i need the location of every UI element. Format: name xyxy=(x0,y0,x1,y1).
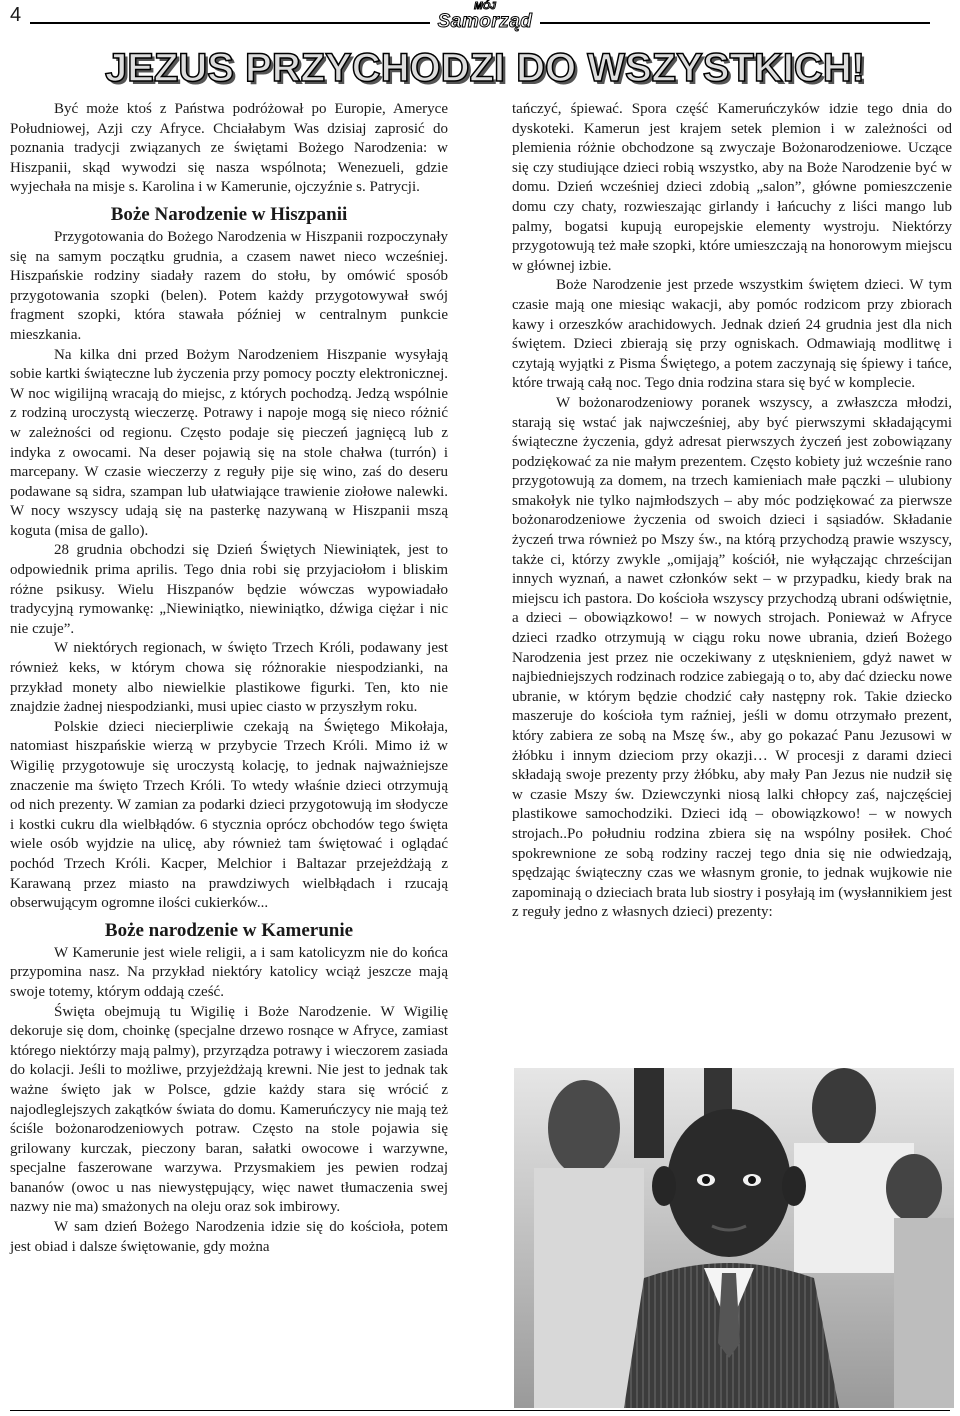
cameroon-paragraph-5: Boże Narodzenie jest przede wszystkim świętem dzieci. W tym czasie mają one miesiąc wakacji, aby pomóc rodzicom przy zbiorach kawy i orzeszków arachidowych. Jednak dzień 24 grudnia jest dla nich świętem. Dzieci zbierają się przy ogniskach. Odmawiają modlitwę i czytają wyjątki z Pisma Świętego, a potem zaczynają się śpiewy i tańce, które trwają całą noc. Tego dnia rodzina stara się być w komplecie. xyxy=(512,277,952,392)
spain-paragraph-1: Przygotowania do Bożego Narodzenia w Hiszpanii rozpoczynały się na samym początku grudnia, a czasem nawet nieco wcześniej. Hiszpańskie rodziny siadały razem do stołu, by omówić sposób przygotowania szopki (belen). Potem każdy przygotowywał swój fragment szopki, która stawała później w centralnym punkcie mieszkania. xyxy=(10,228,448,343)
spain-paragraph-5: Polskie dzieci niecierpliwie czekają na Świętego Mikołaja, natomiast hiszpańskie wierzą w przybycie Trzech Króli. Mimo iż w Wigilię przygotowuje się uroczystą kolację, to jednak najważniejsze znaczenie ma święto Trzech Króli. To wtedy właśnie dzieci otrzymują od nich prezenty. W zamian za podarki dzieci przygotowują im słodycze i kostki cukru dla wielbłądów. 6 stycznia oprócz obchodów tego święta wiele osób wyjdzie na ulicę, aby również tam świętować i oglądać pochód Trzech Króli. Kacper, Melchior i Baltazar przejeżdżają z Karawaną przez miasto na prawdziwych wielbłądach i rzucają obserwującym ogromne ilości cukierków... xyxy=(10,718,448,912)
article-headline: JEZUS PRZYCHODZI DO WSZYSTKICH! xyxy=(104,46,866,90)
photo-children-in-church xyxy=(514,1068,954,1408)
cameroon-paragraph-6: W bożonarodzeniowy poranek wszyscy, a zwłaszcza młodzi, starają się wstać jak najwcześniej, aby być pierwszymi składającymi świąteczne życzenia, gdyż adresat pierwszych życzeń jest zobowiązany podziękować za nie małym prezentem. Często kobiety już wcześnie rano przygotowują za domem, na trzech kamieniach małe pączki – ulubiony smakołyk nie tylko najmłodszych – aby móc podziękować za pierwsze bożonarodzeniowe życzenia od swoich dzieci i sąsiadów. Składanie życzeń trwa również po Mszy św., na którą przychodzą prawie wszyscy, także ci, którzy zwykle „omijają” kościół, nie wyłączając chrześcijan innych wyznań, a nawet członków sekt – w przypadku, kiedy brak na miejscu ich pastora. Do kościoła wszyscy przychodzą ubrani odświętnie, a dzieci – obowiązkowo! – w nowych strojach. Ponieważ w Afryce dzieci rzadko otrzymują w ciągu roku nowe ubrania, dzień Bożego Narodzenia jest przez nie oczekiwany z utęsknieniem, gdyż nawet w najbiedniejszych rodzinach rodzice zabiegają o to, aby dać dziecku nowe ubranie, w którym będzie chodzić cały następny rok. Takie dziecko maszeruje do kościoła tym raźniej, jeśli w domu otrzymało prezent, który zabiera ze sobą na Mszę św., aby go pokazać Panu Jezusowi w żłóbku i innym dzieciom przy okazji… W procesji z darami dzieci składają swoje prezenty przy żłóbku, aby mały Pan Jezus nie nudził się w czasie Mszy św. Dziewczynki niosą lalki chłopcy zaś, najczęściej plastikowe samochodziki. Dzieci idą – obowiązkowo! – w nowych strojach..Po południu rodzina zbiera się na wspólny posiłek. Choć spokrewnione ze sobą rodziny raczej tego dnia się nie odwiedzają, spędzając świąteczny czas we własnym gronie, to jednak wujkowie nie zapominają o dzieciach brata lub siostry i posyłają im (wysłannikiem jest z reguły jedno z własnych dzieci) prezenty: xyxy=(512,394,952,921)
masthead-logo xyxy=(430,2,540,32)
masthead-logo-bottom: Samorząd xyxy=(437,11,533,32)
spain-paragraph-2: Na kilka dni przed Bożym Narodzeniem Hiszpanie wysyłają sobie kartki świąteczne lub życzenia przy pomocy poczty elektronicznej. W noc wigilijną wracają do miejsc, z których pochodzą. Jedzą wspólnie z rodziną uroczystą wieczerzę. Potrawy i napoje mogą się nieco różnić w zależności od regionu. Często podaje się pieczeń jagnięcą lub z indyka z owocami. Na deser pojawią się na stole chałwa (turrón) i marcepany. W czasie wieczerzy z reguły pije się wino, zaś do deseru podawane są sidra, szampan lub ułatwiające trawienie ziołowe nalewki. W nocy wszyscy udają się na pasterkę nazywaną w Hiszpanii mszą koguta (misa de gallo). xyxy=(10,346,448,539)
section-heading-spain: Boże Narodzenie w Hiszpanii xyxy=(110,203,348,225)
photo-illustration xyxy=(514,1068,954,1408)
intro-paragraph: Być może ktoś z Państwa podróżował po Europie, Ameryce Południowej, Azji czy Afryce. Chciałabym Was dzisiaj zaprosić do poznania tradycji związanych ze świętami Bożego Narodzenia: w Hiszpanii, skąd wywodzi się nasza wspólnota; Wenezueli, gdzie wyjechała na misje s. Karolina i w Kamerunie, ojczyźnie s. Patrycji. xyxy=(10,101,448,196)
cameroon-paragraph-2: Święta obejmują tu Wigilię i Boże Narodzenie. W Wigilię dekoruje się dom, choinkę (specjalne drzewo rosnące w Afryce, zamiast którego niektórzy mają palmy), przyrządza potrawy i wieczorem zasiada do kolacji. Jeśli to możliwe, przyjeżdżają krewni. Nie jest to jednak tak ważne święto jak w Polsce, gdzie każdy stara się wrócić z najodleglejszych zakątków świata do domu. Kameruńczycy nie mają też ściśle bożonarodzeniowych potraw. Często na stole pojawia się grilowany kurczak, pieczony baran, sałatki owocowe i warzywne, specjalne faszerowane warzywa. Przysmakiem jes pewien rodzaj bananów (owoc u nas niewystępujący, więc nawet tłumaczenia swej nazwy nie ma) smażonych na oleju oraz sok imbirowy. xyxy=(10,1003,448,1216)
footer-rule xyxy=(10,1410,950,1411)
spain-paragraph-4: W niektórych regionach, w święto Trzech Króli, podawany jest również keks, w którym chowa się różnorakie niespodzianki, na przykład monety albo niewielkie plastikowe figurki. Ten, kto nie znajdzie żadnej niespodzianki, musi upiec ciasto w przyszłym roku. xyxy=(10,640,448,716)
section-heading-cameroon: Boże narodzenie w Kamerunie xyxy=(104,919,354,941)
page-number: 4 xyxy=(10,4,22,26)
cameroon-paragraph-3: W sam dzień Bożego Narodzenia idzie się do kościoła, potem jest obiad i dalsze świętowanie, gdy można xyxy=(10,1219,448,1255)
left-column xyxy=(10,100,448,1257)
right-column xyxy=(512,100,952,923)
spain-paragraph-3: 28 grudnia obchodzi się Dzień Świętych Niewiniątek, jest to odpowiednik prima aprilis. Tego dnia robi się przyjaciołom i bliskim różne psikusy. Wielu Hiszpanów będzie wówczas wypowiadało tradycyjną rymowankę: „Niewiniątko, niewiniątko, dźwiga ciężar i nic nie czuje”. xyxy=(10,542,448,637)
cameroon-paragraph-1: W Kamerunie jest wiele religii, a i sam katolicyzm nie do końca przypomina nasz. Na przykład niektóry katolicy wciąż jeszcze mają swoje totemy, którym oddają cześć. xyxy=(10,944,448,1000)
cameroon-paragraph-4: tańczyć, śpiewać. Spora część Kameruńczyków idzie tego dnia do dyskoteki. Kamerun jest krajem setek plemion i w zależności od plemienia różnie obchodzone są zwyczaje Bożonarodzeniowe. Uczące się czy studiujące dzieci robią wszystko, aby na Boże Narodzenie być w domu. Dzień wcześniej dzieci zdobią „salon”, główne pomieszczenie domu czy chaty, rozwieszając girlandy i łańcuchy z liści mango lub palmy, bogatsi kupują europejskie elementy wystroju. Niektórzy przygotowują też małe szopki, które umieszczają na honorowym miejscu w głównej izbie. xyxy=(512,101,952,274)
masthead-logo-top: MÓJ xyxy=(474,1,496,12)
